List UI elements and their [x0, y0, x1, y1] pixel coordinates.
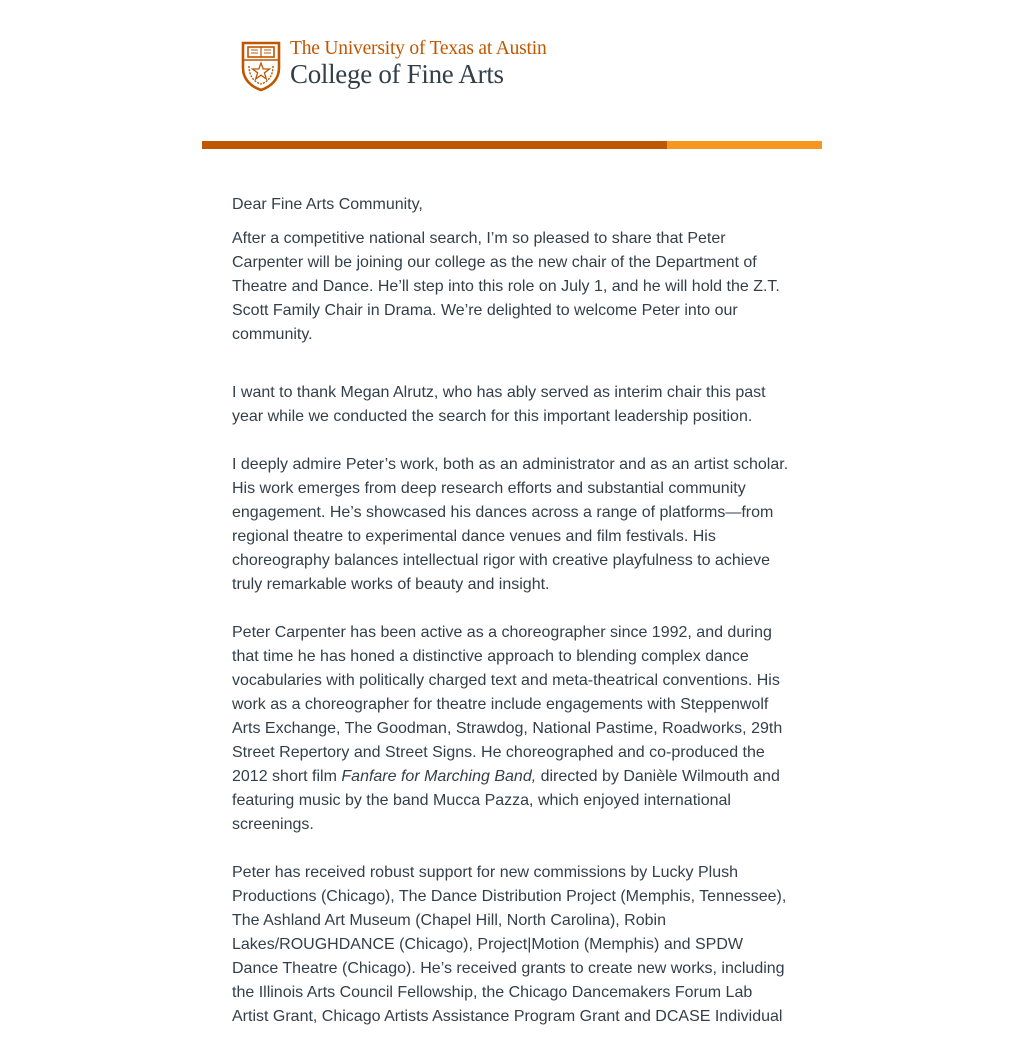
letter-paragraph: I deeply admire Peter’s work, both as an administrator and as an artist scholar. His work emerges from deep research efforts and substantial community engagement. He’s showcased his dances across a range of platforms—from regional theatre to experimental dance venues and film festivals. His choreography balances intellectual rigor with creative playfulness to achieve truly remarkable works of beauty and insight. — [232, 456, 789, 593]
letter-content — [202, 149, 822, 1029]
university-name: The University of Texas at Austin — [290, 38, 547, 59]
letter-paragraph — [232, 621, 792, 837]
paragraph-text: Peter Carpenter has been active as a choreographer since 1992, and during that time he has honed a distinctive approach to blending complex dance vocabularies with politically charged text and meta-theatrical conventions. His work as a choreographer for theatre include engagements with Steppenwolf Arts Exchange, The Goodman, Strawdog, National Pastime, Roadworks, 29th Street Repertory and Street Signs. He choreographed and co-produced the 2012 short film — [232, 624, 783, 785]
divider-secondary-segment — [667, 141, 822, 149]
college-name: College of Fine Arts — [290, 59, 504, 89]
letter-paragraph: After a competitive national search, I’m so pleased to share that Peter Carpenter will be joining our college as the new chair of the Department of Theatre and Dance. He’ll step into this role on July 1, and he will hold the Z.T. Scott Family Chair in Drama. We’re delighted to welcome Peter into our community. — [232, 230, 780, 343]
letter-greeting: Dear Fine Arts Community, — [232, 196, 423, 213]
paragraph-text: directed by Danièle Wilmouth and featuring music by the band Mucca Pazza, which enjoyed international screenings. — [232, 768, 780, 833]
divider-primary-segment — [202, 141, 667, 149]
letter-paragraph: Peter has received robust support for new commissions by Lucky Plush Productions (Chicago), The Dance Distribution Project (Memphis, Tennessee), The Ashland Art Museum (Chapel Hill, North Carolina), Robin Lakes/ROUGHDANCE (Chicago), Project|Motion (Memphis) and SPDW Dance Theatre (Chicago). He’s received grants to create new works, including the Illinois Arts Council Fellowship, the Chicago Dancemakers Forum Lab Artist Grant, Chicago Artists Assistance Program Grant and DCASE Individual — [232, 864, 787, 1025]
college-logo[interactable] — [240, 38, 547, 92]
ut-shield-icon — [240, 40, 282, 92]
email-header — [202, 0, 822, 141]
email-body — [202, 0, 822, 1053]
header-divider — [202, 141, 822, 149]
college-wordmark — [290, 38, 547, 88]
letter-paragraph: I want to thank Megan Alrutz, who has ably served as interim chair this past year while we conducted the search for this important leadership position. — [232, 384, 766, 425]
film-title: Fanfare for Marching Band, — [341, 768, 537, 785]
